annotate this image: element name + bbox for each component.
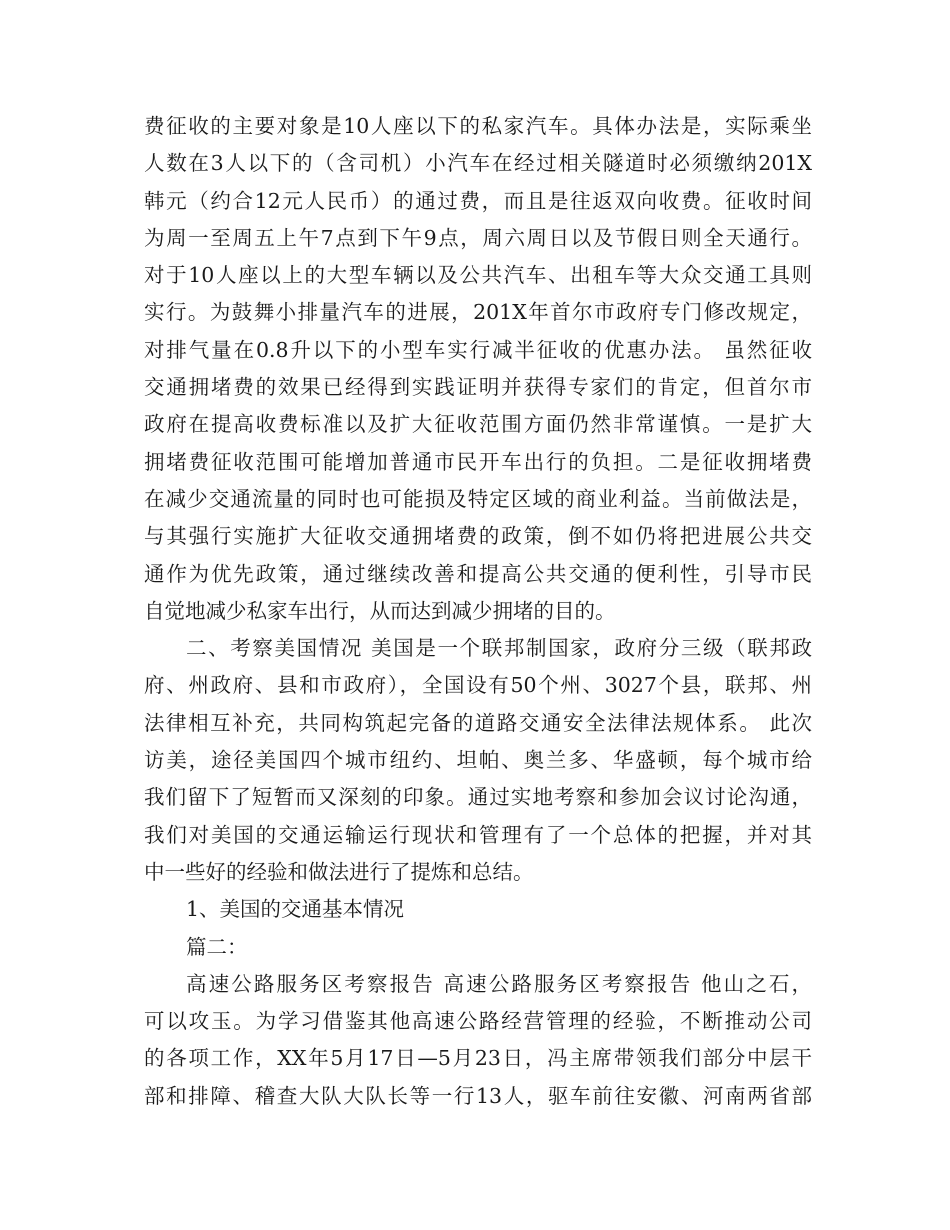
text-line: 法律相互补充，共同构筑起完备的道路交通安全法律法规体系。 此次 [144,710,812,735]
text-line: 与其强行实施扩大征收交通拥堵费的政策，倒不如仍将把进展公共交 [144,524,812,549]
text-line: 韩元（约合12元人民币）的通过费，而且是往返双向收费。征收时间 [144,188,812,213]
text-line: 的各项工作，XX年5月17日—5月23日，冯主席带领我们部分中层干 [144,1046,812,1071]
text-line: 自觉地减少私家车出行，从而达到减少拥堵的目的。 [144,598,616,623]
text-line: 可以攻玉。为学习借鉴其他高速公路经营管理的经验，不断推动公司 [144,1009,812,1034]
section-heading-line: 二、考察美国情况 美国是一个联邦制国家，政府分三级（联邦政 [186,636,812,661]
text-line: 拥堵费征收范围可能增加普通市民开车出行的负担。二是征收拥堵费 [144,449,812,474]
text-line: 费征收的主要对象是10人座以下的私家汽车。具体办法是，实际乘坐 [144,114,812,138]
text-line: 人数在3人以下的（含司机）小汽车在经过相关隧道时必须缴纳201X [144,151,812,176]
text-line: 我们对美国的交通运输运行现状和管理有了一个总体的把握，并对其 [144,822,812,847]
text-line: 我们留下了短暂而又深刻的印象。通过实地考察和参加会议讨论沟通， [144,785,812,810]
text-line: 政府在提高收费标准以及扩大征收范围方面仍然非常谨慎。一是扩大 [144,412,812,437]
text-line: 访美，途径美国四个城市纽约、坦帕、奥兰多、华盛顿，每个城市给 [144,748,812,773]
text-line: 高速公路服务区考察报告 高速公路服务区考察报告 他山之石， [186,971,812,996]
text-line: 中一些好的经验和做法进行了提炼和总结。 [144,859,534,884]
subheading-line: 1、美国的交通基本情况 [186,897,405,922]
text-line: 部和排障、稽查大队大队长等一行13人，驱车前往安徽、河南两省部 [144,1083,812,1108]
text-line: 对排气量在0.8升以下的小型车实行减半征收的优惠办法。 虽然征收 [144,337,812,362]
part-heading-line: 篇二： [186,934,248,959]
document-body [144,108,812,1115]
text-line: 交通拥堵费的效果已经得到实践证明并获得专家们的肯定，但首尔市 [144,375,812,400]
text-line: 在减少交通流量的同时也可能损及特定区域的商业利益。当前做法是， [144,486,812,511]
text-line: 对于10人座以上的大型车辆以及公共汽车、出租车等大众交通工具则 [144,263,812,288]
text-line: 府、州政府、县和市政府），全国设有50个州、3027个县，联邦、州 [144,673,812,698]
text-line: 实行。为鼓舞小排量汽车的进展，201X年首尔市政府专门修改规定， [144,300,812,325]
text-line: 通作为优先政策，通过继续改善和提高公共交通的便利性，引导市民 [144,561,812,586]
text-line: 为周一至周五上午7点到下午9点，周六周日以及节假日则全天通行。 [144,225,812,250]
